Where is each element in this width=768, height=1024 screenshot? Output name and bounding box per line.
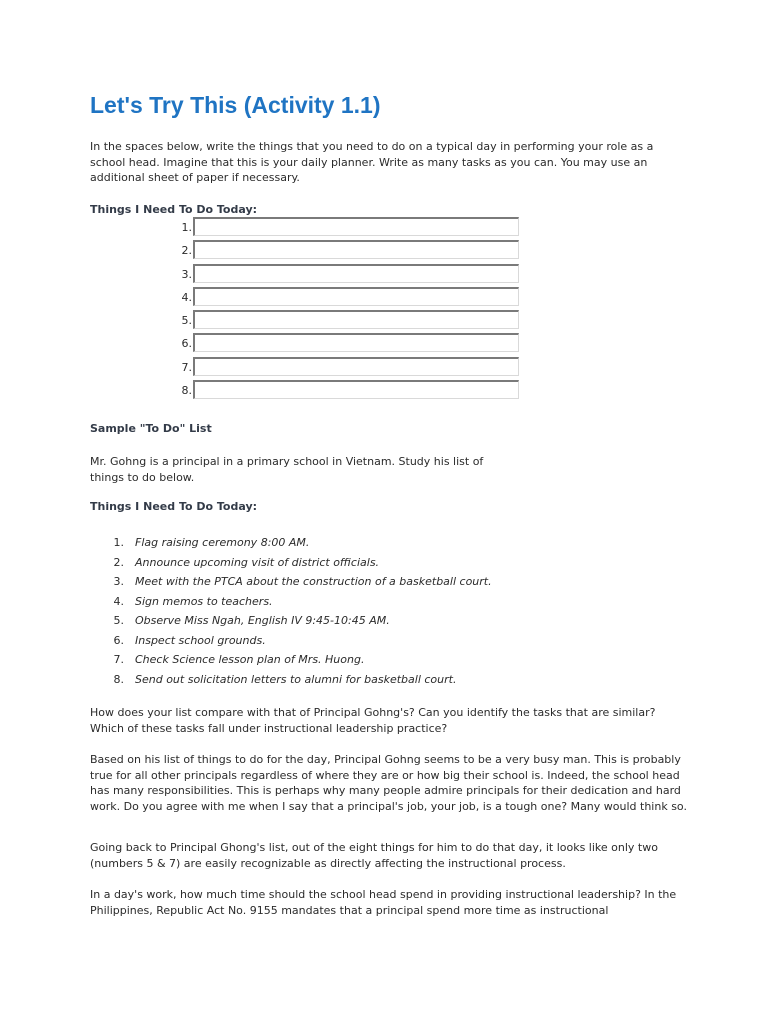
planner-task-input[interactable] [193,357,519,376]
list-item [90,536,690,556]
planner-row-number: 1. [181,221,192,234]
list-item [90,673,690,693]
page-title: Let's Try This (Activity 1.1) [90,92,381,118]
list-item-text: Send out solicitation letters to alumni for basketball court. [135,672,457,686]
planner-row [160,309,522,332]
list-item-number: 7. [113,653,124,666]
list-item-text: Announce upcoming visit of district officials. [135,555,380,569]
list-item-number: 4. [113,594,124,608]
list-item-number: 3. [113,575,124,588]
planner-row-number: 2. [181,244,192,258]
list-item-text: Inspect school grounds. [135,633,266,647]
planner-row [160,216,522,239]
planner-row-number: 8. [181,384,192,398]
planner-row [160,332,522,355]
planner-task-input[interactable] [193,380,519,399]
list-item-number: 2. [113,555,124,569]
list-item-text: Flag raising ceremony 8:00 AM. [135,536,310,549]
planner-row [160,379,522,402]
list-item-text: Observe Miss Ngah, English IV 9:45-10:45 AM. [135,614,390,627]
list-item-number: 5. [113,614,124,627]
list-item-number: 8. [113,672,124,686]
list-item [90,634,690,654]
sample-list-heading: Things I Need To Do Today: [90,500,258,513]
planner-row [160,239,522,262]
sample-description: Mr. Gohng is a principal in a primary school in Vietnam. Study his list of things to do below. [90,455,484,484]
list-item [90,653,690,673]
body-paragraph: Based on his list of things to do for the day, Principal Gohng seems to be a very busy man. This is probably true for all other principals regardless of where they are or how big their school is. Indeed, the school head has many responsibilities. This is perhaps why many people admire principals for their dedication and hard work. Do you agree with me when I say that a principal's job, your job, is a tough one? Many would think so. [90,753,687,813]
list-item [90,614,690,634]
planner-task-input[interactable] [193,217,519,236]
body-paragraph: How does your list compare with that of Principal Gohng's? Can you identify the tasks that are similar? Which of these tasks fall under instructional leadership practice? [90,706,656,735]
list-item [90,575,690,595]
sample-heading: Sample "To Do" List [90,422,212,435]
planner-row [160,263,522,286]
list-item [90,595,690,615]
planner-row-number: 7. [181,360,192,374]
sample-todo-list [90,536,690,692]
list-item-number: 6. [113,633,124,647]
intro-paragraph: In the spaces below, write the things that you need to do on a typical day in performing your role as a school head. Imagine that this is your daily planner. Write as many tasks as you can. You may use an additional sheet of paper if necessary. [90,140,654,184]
list-item [90,556,690,576]
planner-task-input[interactable] [193,333,519,352]
list-item-number: 1. [113,536,124,549]
list-item-text: Sign memos to teachers. [135,594,273,608]
planner-row-number: 5. [181,314,192,328]
planner-task-input[interactable] [193,287,519,306]
list-item-text: Check Science lesson plan of Mrs. Huong. [135,653,365,666]
planner-task-input[interactable] [193,310,519,329]
list-item-text: Meet with the PTCA about the construction of a basketball court. [135,575,492,588]
body-paragraph: Going back to Principal Ghong's list, out of the eight things for him to do that day, it looks like only two (numbers 5 & 7) are easily recognizable as directly affecting the instructional process. [90,841,658,870]
planner-row-number: 3. [181,267,192,281]
planner-row [160,286,522,309]
planner-row [160,356,522,379]
planner-heading: Things I Need To Do Today: [90,203,258,216]
body-paragraph: In a day's work, how much time should the school head spend in providing instructional leadership? In the Philippines, Republic Act No. 9155 mandates that a principal spend more time as instructional [90,888,677,917]
planner-task-input[interactable] [193,264,519,283]
planner-row-number: 6. [181,337,192,351]
planner-list [160,216,522,402]
planner-row-number: 4. [181,290,192,304]
planner-task-input[interactable] [193,240,519,259]
